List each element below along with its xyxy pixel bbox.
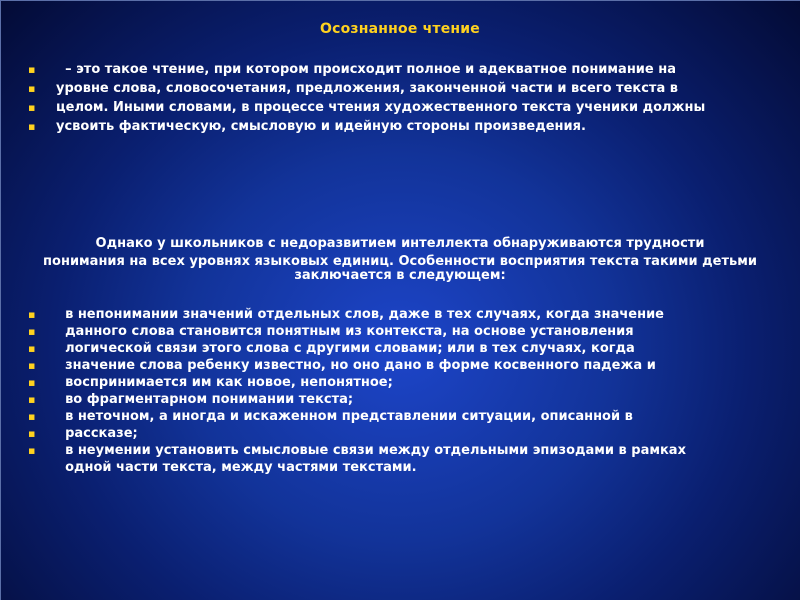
- bullet-icon: ▪: [28, 393, 36, 406]
- bullet-icon: ▪: [28, 325, 36, 338]
- list-item-text: в неумении установить смысловые связи между отдельными эпизодами в рамках: [56, 443, 686, 458]
- list-item: [28, 325, 780, 339]
- bullet-icon: ▪: [28, 308, 36, 321]
- paragraph-line: Однако у школьников с недоразвитием интеллекта обнаруживаются трудности: [95, 236, 705, 251]
- list-item-text: уровне слова, словосочетания, предложения, законченной части и всего текста в: [56, 81, 678, 96]
- list-item-text: логической связи этого слова с другими словами; или в тех случаях, когда: [56, 341, 635, 356]
- list-item-text: воспринимается им как новое, непонятное;: [56, 375, 393, 390]
- list-item: [28, 63, 780, 77]
- list-item-text: в неточном, а иногда и искаженном представлении ситуации, описанной в: [56, 409, 633, 424]
- list-item: [28, 359, 780, 373]
- list-item: [28, 410, 780, 424]
- bullet-icon: ▪: [28, 359, 36, 372]
- bullet-icon: ▪: [28, 101, 36, 114]
- list-item-text: усвоить фактическую, смысловую и идейную стороны произведения.: [56, 119, 586, 134]
- difficulties-list: [28, 308, 780, 478]
- paragraph-line: понимания на всех уровнях языковых единиц. Особенности восприятия текста такими детьми заключается в следующем:: [43, 254, 757, 283]
- list-item: [28, 444, 780, 458]
- list-item-text: – это такое чтение, при котором происходит полное и адекватное понимание на: [56, 62, 677, 77]
- list-item: [28, 376, 780, 390]
- list-item: [28, 427, 780, 441]
- bullet-icon: ▪: [28, 376, 36, 389]
- intro-paragraph: [20, 237, 780, 283]
- list-item: [28, 461, 780, 475]
- bullet-icon: ▪: [28, 427, 36, 440]
- bullet-icon: ▪: [28, 342, 36, 355]
- bullet-icon: ▪: [28, 410, 36, 423]
- list-item: [28, 82, 780, 96]
- definition-list: [28, 63, 780, 139]
- bullet-icon: ▪: [28, 82, 36, 95]
- list-item-text: данного слова становится понятным из контекста, на основе установления: [56, 324, 634, 339]
- bullet-icon: ▪: [28, 120, 36, 133]
- list-item-text: во фрагментарном понимании текста;: [56, 392, 354, 407]
- slide-title: Осознанное чтение: [319, 21, 480, 37]
- list-item-text: значение слова ребенку известно, но оно дано в форме косвенного падежа и: [56, 358, 656, 373]
- bullet-icon: ▪: [28, 63, 36, 76]
- bullet-icon: ▪: [28, 444, 36, 457]
- list-item: [28, 120, 780, 134]
- list-item-text: целом. Иными словами, в процессе чтения художественного текста ученики должны: [56, 100, 706, 115]
- list-item-text: в непонимании значений отдельных слов, даже в тех случаях, когда значение: [56, 307, 665, 322]
- list-item: [28, 308, 780, 322]
- list-item-text: одной части текста, между частями текстами.: [56, 460, 417, 475]
- list-item: [28, 393, 780, 407]
- list-item-text: рассказе;: [56, 426, 138, 441]
- list-item: [28, 101, 780, 115]
- list-item: [28, 342, 780, 356]
